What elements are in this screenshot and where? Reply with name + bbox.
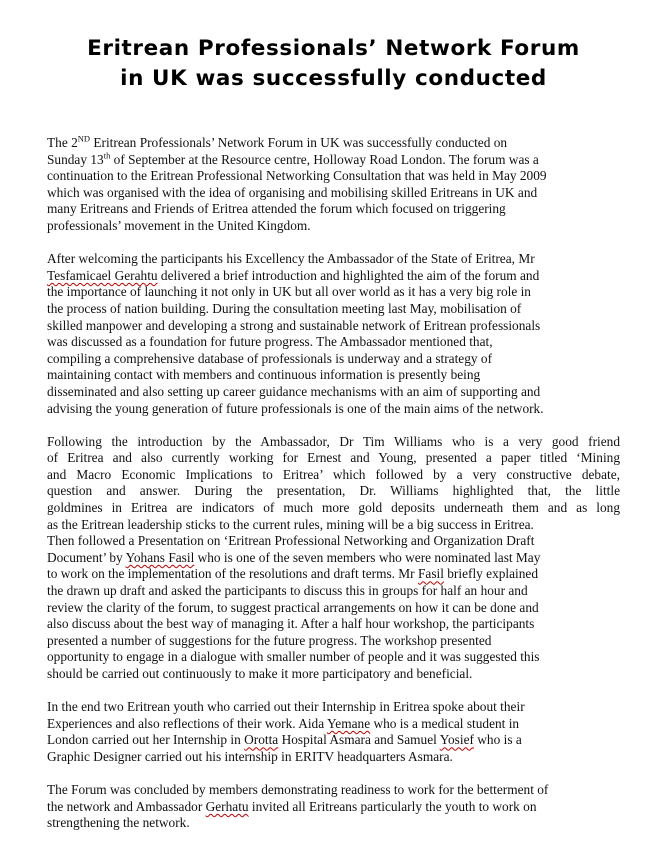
- text-segment: should be carried out continuously to make it more participatory and beneficial.: [47, 666, 473, 681]
- text-line: [47, 500, 620, 517]
- text-line: [47, 450, 620, 467]
- text-segment: many Eritreans and Friends of Eritrea attended the forum which focused on triggering: [47, 201, 506, 217]
- text-segment: The 2: [47, 135, 78, 150]
- text-segment: who is one of the seven members who were nominated last May: [194, 549, 541, 565]
- text-line: [47, 401, 620, 418]
- text-line: [47, 666, 620, 683]
- text-segment: Hospital Asmara and Samuel: [278, 732, 440, 748]
- text-segment: was discussed as a foundation for future progress. The Ambassador mentioned that,: [47, 334, 493, 350]
- person-name: Gerhatu: [205, 798, 249, 814]
- text-segment: Document’ by: [47, 549, 126, 565]
- text-line: [47, 483, 620, 500]
- text-segment: disseminated and also setting up career guidance mechanisms with an aim of supporting and: [47, 383, 541, 399]
- text-line: [47, 318, 620, 335]
- text-segment: the process of nation building. During the consultation meeting last May, mobilisation of: [47, 300, 522, 316]
- text-line: [47, 351, 620, 368]
- superscript: th: [103, 150, 111, 161]
- text-segment: briefly explained: [443, 566, 539, 582]
- text-line: [47, 467, 620, 484]
- text-segment: which was organised with the idea of organising and mobilising skilled Eritreans in UK and: [47, 184, 538, 200]
- text-segment: Then followed a Presentation on ‘Eritrean Professional Networking and Organization Draft: [47, 533, 535, 549]
- text-line: [47, 517, 620, 534]
- text-segment: compiling a comprehensive database of professionals is underway and a strategy of: [47, 350, 493, 366]
- text-segment: review the clarity of the forum, to suggest practical arrangements on how it can be done and: [47, 599, 539, 615]
- text-segment: professionals’ movement in the United Kingdom.: [47, 217, 311, 233]
- text-line: [47, 732, 620, 749]
- text-segment: presented a number of suggestions for the future progress. The workshop presented: [47, 632, 492, 648]
- text-segment: The Forum was concluded by members demonstrating readiness to work for the betterment of: [47, 782, 549, 798]
- text-segment: In the end two Eritrean youth who carried out their Internship in Eritrea spoke about their: [47, 699, 525, 715]
- text-segment: Graphic Designer carried out his internship in ERITV headquarters Asmara.: [47, 748, 453, 764]
- text-segment: the drawn up draft and asked the participants to discuss this in groups for half an hour and: [47, 583, 528, 599]
- text-segment: advising the young generation of future professionals is one of the main aims of the network.: [47, 400, 544, 416]
- article-body: [47, 135, 620, 832]
- text-segment: Following the introduction by the Ambassador, Dr Tim Williams who is a very good friend: [47, 433, 620, 449]
- text-segment: and Macro Economic Implications to Eritrea’ which followed by a very constructive debate,: [47, 466, 620, 482]
- text-segment: the network and Ambassador: [47, 798, 206, 814]
- text-segment: question and answer. During the presentation, Dr. Williams highlighted that, the little: [47, 483, 620, 499]
- text-line: [47, 201, 620, 218]
- text-segment: Eritrean Professionals’ Network Forum in UK was successfully conducted on: [90, 135, 508, 150]
- superscript: ND: [77, 133, 91, 144]
- text-line: [47, 782, 620, 799]
- text-line: [47, 152, 620, 169]
- text-line: [47, 434, 620, 451]
- text-segment: of September at the Resource centre, Holloway Road London. The forum was a: [110, 151, 539, 167]
- text-segment: of Eritrea and also currently working for Ernest and Young, presented a paper titled ‘Mining: [47, 450, 620, 466]
- text-segment: the importance of launching it not only in UK but all over world as it has a very big role in: [47, 284, 531, 300]
- text-line: [47, 384, 620, 401]
- text-segment: goldmines in Eritrea are indicators of much more gold deposits underneath them and as long: [47, 500, 620, 516]
- person-name: Orotta: [244, 732, 279, 748]
- text-segment: who is a medical student in: [370, 715, 520, 731]
- paragraph-1: [47, 135, 620, 235]
- text-segment: invited all Eritreans particularly the youth to work on: [248, 798, 537, 814]
- text-line: [47, 583, 620, 600]
- person-name: Fasil: [417, 566, 444, 582]
- text-line: [47, 251, 620, 268]
- paragraph-2: [47, 251, 620, 417]
- text-line: [47, 749, 620, 766]
- text-segment: skilled manpower and developing a strong and sustainable network of Eritrean professionals: [47, 317, 541, 333]
- text-line: [47, 135, 620, 152]
- text-segment: continuation to the Eritrean Professional Networking Consultation that was held in May 2009: [47, 168, 547, 184]
- text-line: [47, 268, 620, 285]
- text-segment: delivered a brief introduction and highlighted the aim of the forum and: [157, 267, 540, 283]
- text-segment: strengthening the network.: [47, 815, 190, 831]
- article-title: [47, 34, 620, 94]
- text-line: [47, 367, 620, 384]
- text-segment: Experiences and also reflections of their work. Aida: [47, 715, 327, 731]
- text-line: [47, 168, 620, 185]
- text-line: [47, 218, 620, 235]
- paragraph-4: [47, 699, 620, 765]
- text-line: [47, 799, 620, 816]
- text-line: [47, 633, 620, 650]
- paragraph-3: [47, 434, 620, 683]
- text-line: [47, 699, 620, 716]
- paragraph-5: [47, 782, 620, 832]
- text-segment: also discuss about the best way of managing it. After a half hour workshop, the participants: [47, 616, 535, 632]
- text-line: [47, 600, 620, 617]
- text-line: [47, 185, 620, 202]
- text-line: [47, 566, 620, 583]
- person-name: Yemane: [327, 715, 371, 731]
- person-name: Yosief: [439, 732, 474, 748]
- text-segment: After welcoming the participants his Excellency the Ambassador of the State of Eritrea, Mr: [47, 251, 535, 267]
- text-segment: to work on the implementation of the resolutions and draft terms. Mr: [47, 566, 418, 582]
- text-line: [47, 716, 620, 733]
- text-line: [47, 301, 620, 318]
- text-line: [47, 550, 620, 567]
- text-line: [47, 616, 620, 633]
- title-line-2: in UK was successfully conducted: [120, 66, 547, 91]
- text-segment: maintaining contact with members and continuous information is presently being: [47, 367, 481, 383]
- person-name: Yohans Fasil: [125, 549, 195, 565]
- text-line: [47, 649, 620, 666]
- person-name: Tesfamicael Gerahtu: [47, 267, 158, 283]
- text-segment: opportunity to engage in a dialogue with smaller number of people and it was suggested this: [47, 649, 540, 665]
- text-line: [47, 815, 620, 832]
- text-segment: Sunday 13: [47, 151, 104, 167]
- text-line: [47, 284, 620, 301]
- text-segment: as the Eritrean leadership sticks to the current rules, mining will be a big success in Eritrea.: [47, 516, 534, 532]
- title-line-1: Eritrean Professionals’ Network Forum: [87, 36, 580, 61]
- text-line: [47, 334, 620, 351]
- text-segment: who is a: [473, 732, 522, 748]
- text-segment: London carried out her Internship in: [47, 732, 245, 748]
- text-line: [47, 533, 620, 550]
